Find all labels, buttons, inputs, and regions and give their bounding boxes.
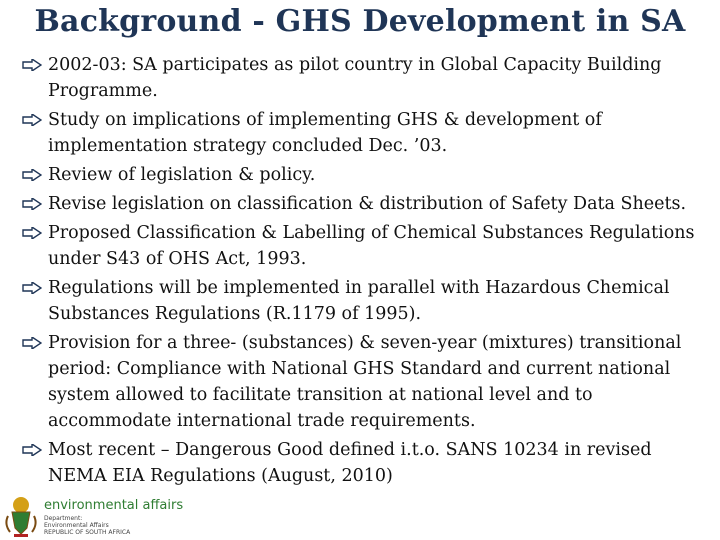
bullet-text: Regulations will be implemented in parallel with Hazardous Chemical Substances Regulations (R.1179 of 1995). [48,278,670,324]
slide-title: Background - GHS Development in SA [34,4,686,39]
arrow-bullet-icon [22,114,42,126]
bullet-item [22,437,712,489]
bullet-item [22,275,712,327]
bullet-item [22,107,712,159]
bullet-text: Most recent – Dangerous Good defined i.t.o. SANS 10234 in revised NEMA EIA Regulations (August, 2010) [48,440,652,486]
department-logo [2,494,184,540]
bullet-item [22,52,712,104]
bullet-text: Study on implications of implementing GHS & development of implementation strategy concluded Dec. ’03. [48,110,602,156]
bullet-text: Provision for a three- (substances) & seven-year (mixtures) transitional period: Compliance with National GHS Standard and current national system allowed to facilitate transition at national level and to accommodate international trade requirements. [48,333,682,431]
logo-wordmark: environmental affairs [44,498,184,513]
bullet-text: Proposed Classification & Labelling of Chemical Substances Regulations under S43 of OHS Act, 1993. [48,223,695,269]
bullet-text: 2002-03: SA participates as pilot country in Global Capacity Building Programme. [48,55,662,101]
arrow-bullet-icon [22,337,42,349]
arrow-bullet-icon [22,227,42,239]
logo-subtitle: Department: Environmental Affairs REPUBLIC OF SOUTH AFRICA [44,515,131,536]
bullet-item [22,162,712,188]
bullet-list [22,52,712,492]
bullet-text: Review of legislation & policy. [48,165,316,185]
bullet-text: Revise legislation on classification & distribution of Safety Data Sheets. [48,194,687,214]
bullet-item [22,191,712,217]
bullet-item [22,220,712,272]
arrow-bullet-icon [22,198,42,210]
coat-of-arms-icon [2,494,40,538]
bullet-item [22,330,712,434]
arrow-bullet-icon [22,169,42,181]
arrow-bullet-icon [22,59,42,71]
arrow-bullet-icon [22,282,42,294]
arrow-bullet-icon [22,444,42,456]
